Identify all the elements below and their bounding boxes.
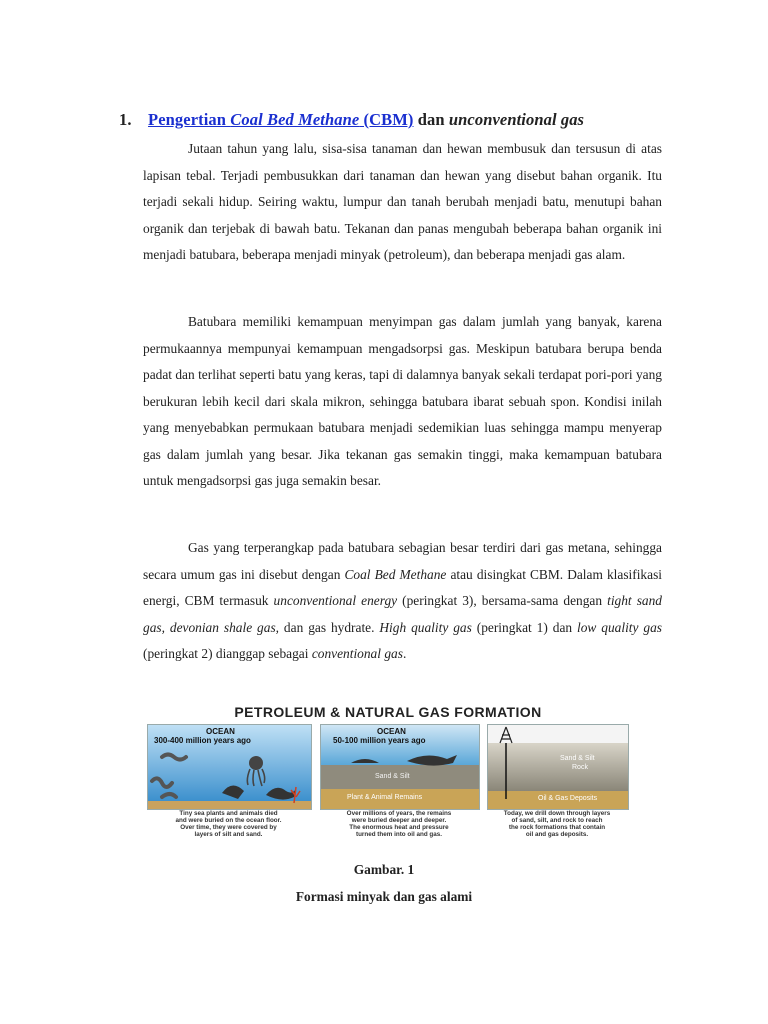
panel3-layer-sand-silt: Sand & Silt (560, 755, 595, 762)
paragraph-3 (143, 535, 662, 668)
heading-mid: dan (413, 110, 449, 129)
heading-number: 1. (119, 110, 132, 129)
panel1-caption-line: Over time, they were covered by (180, 824, 277, 831)
panel3-caption-line: oil and gas deposits. (525, 831, 589, 838)
panel3-caption-line: of sand, silt, and rock to reach (511, 817, 603, 824)
panel2-caption-line: turned them into oil and gas. (355, 831, 443, 838)
p3-text-4: dan gas hydrate. (279, 619, 380, 635)
panel2-caption-line: Over millions of years, the remains (346, 810, 452, 817)
panel1-ocean-label: OCEAN (206, 727, 235, 736)
p3-italic-3: tight sand gas, devonian shale gas, (143, 593, 662, 635)
panel2-caption-line: were buried deeper and deeper. (351, 817, 447, 824)
heading-tail: unconventional gas (448, 110, 585, 129)
panel1-caption-line: and were buried on the ocean floor. (175, 817, 282, 824)
heading-link-prefix: Pengertian (148, 110, 231, 129)
panel2-caption (320, 810, 478, 838)
panel2-layer-sand-silt: Sand & Silt (375, 773, 410, 780)
panel1-caption-line: layers of silt and sand. (194, 831, 263, 838)
heading-link-italic: Coal Bed Methane (230, 110, 360, 129)
paragraph-2 (143, 309, 662, 495)
p3-text-5: (peringkat 1) dan (471, 619, 578, 635)
panel3-layer-deposits: Oil & Gas Deposits (538, 795, 598, 802)
figure-title: PETROLEUM & NATURAL GAS FORMATION (234, 704, 542, 720)
heading-link[interactable] (148, 110, 413, 129)
figure-panel-drilling (487, 724, 629, 810)
panel3-caption (487, 810, 627, 838)
p3-italic-6: conventional gas (311, 646, 403, 661)
panel3-layer-rock: Rock (572, 764, 588, 771)
panel2-layer-remains: Plant & Animal Remains (347, 794, 423, 801)
paragraph-1-text: Jutaan tahun yang lalu, sisa-sisa tanaman dan hewan membusuk dan tersusun di atas lapisan tebal. Terjadi pembusukkan dari tanaman dan hewan yang disebut bahan organik. Itu terjadi sekali hidup. Seiring waktu, lumpur dan tanah berubah menjadi batu, menutupi bahan organik dan terjebak di bawah batu. Tekanan dan panas mengubah beberapa bahan organik ini menjadi batubara, beberapa menjadi minyak (petroleum), dan beberapa menjadi gas alam. (143, 141, 662, 262)
panel2-age-label: 50-100 million years ago (333, 736, 426, 745)
paragraph-2-text: Batubara memiliki kemampuan menyimpan gas dalam jumlah yang banyak, karena permukaannya mempunyai kemampuan mengadsorpsi gas. Meskipun batubara berupa benda padat dan terlihat seperti batu yang keras, tapi di dalamnya banyak sekali terdapat pori-pori yang berukuran lebih kecil dari skala mikron, sehingga batubara ibarat sebuah spon. Kondisi inilah yang menyebabkan permukaan batubara menjadi sedemikian luas sehingga mampu menyerap gas dalam jumlah yang besar. Jika tekanan gas semakin tinggi, maka kemampuan batubara untuk mengadsorpsi gas juga semakin besar. (143, 314, 662, 488)
figure-panel-burial (320, 724, 480, 810)
panel2-ocean-label: OCEAN (377, 727, 406, 736)
paragraph-1 (143, 136, 662, 269)
figure-label: Gambar. 1 (353, 862, 415, 877)
p3-italic-2: unconventional energy (273, 593, 398, 608)
p3-text-2: atau disingkat CBM. Dalam klasifikasi energi, CBM termasuk (143, 566, 663, 608)
section-heading (119, 110, 664, 130)
panel1-caption-line: Tiny sea plants and animals died (179, 810, 278, 817)
p3-text-7: . (402, 646, 407, 661)
p3-text-1: Gas yang terperangkap pada batubara sebagian besar terdiri dari gas metana, sehingga secara umum gas ini disebut dengan (143, 540, 662, 582)
heading-link-suffix: (CBM) (359, 110, 414, 129)
p3-text-6: (peringkat 2) dianggap sebagai (143, 646, 312, 661)
formation-figure (145, 702, 631, 844)
panel3-caption-line: Today, we drill down through layers (503, 810, 611, 817)
figure-panel-ancient-ocean (147, 724, 312, 810)
p3-italic-5: low quality gas (577, 619, 662, 635)
p3-text-3: (peringkat 3), bersama-sama dengan (397, 593, 608, 608)
p3-italic-1: Coal Bed Methane (344, 566, 447, 582)
panel1-age-label: 300-400 million years ago (154, 736, 251, 745)
panel3-caption-line: the rock formations that contain (508, 824, 606, 831)
panel1-caption (147, 810, 310, 838)
panel2-caption-line: The enormous heat and pressure (349, 824, 449, 831)
figure-caption: Formasi minyak dan gas alami (295, 889, 473, 904)
p3-italic-4: High quality gas (379, 619, 472, 635)
